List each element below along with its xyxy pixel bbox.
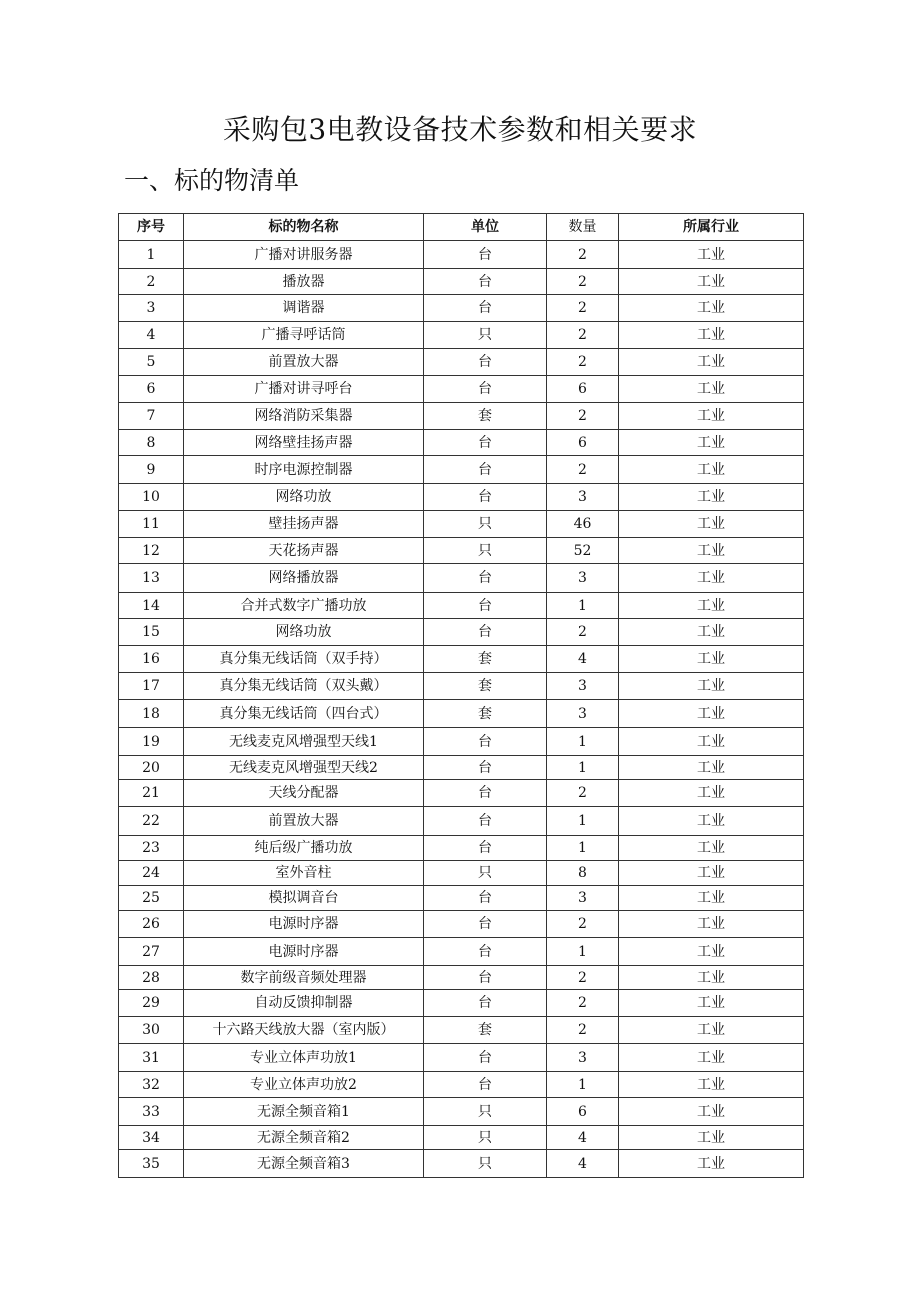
cell-index: 1 [119,241,184,269]
cell-unit: 台 [424,376,547,403]
cell-index: 34 [119,1126,184,1150]
cell-index: 6 [119,376,184,403]
cell-name: 壁挂扬声器 [184,511,424,538]
cell-unit: 只 [424,511,547,538]
cell-unit: 套 [424,1017,547,1044]
table-row [119,780,804,807]
cell-quantity: 2 [547,269,619,295]
cell-name: 前置放大器 [184,807,424,836]
table-row [119,295,804,322]
cell-unit: 套 [424,646,547,673]
cell-unit: 套 [424,403,547,430]
cell-index: 11 [119,511,184,538]
cell-index: 10 [119,484,184,511]
cell-unit: 只 [424,322,547,349]
cell-index: 20 [119,756,184,780]
cell-quantity: 4 [547,1126,619,1150]
cell-name: 无源全频音箱2 [184,1126,424,1150]
cell-unit: 台 [424,241,547,269]
cell-unit: 台 [424,295,547,322]
cell-industry: 工业 [619,646,804,673]
table-row [119,886,804,911]
cell-name: 广播寻呼话筒 [184,322,424,349]
cell-quantity: 3 [547,1044,619,1072]
table-row [119,700,804,728]
cell-quantity: 3 [547,673,619,700]
cell-industry: 工业 [619,756,804,780]
cell-name: 合并式数字广播功放 [184,593,424,619]
page-title: 采购包3电教设备技术参数和相关要求 [222,113,698,146]
cell-name: 电源时序器 [184,938,424,966]
cell-index: 32 [119,1072,184,1098]
table-header-row [119,214,804,241]
cell-index: 27 [119,938,184,966]
cell-industry: 工业 [619,456,804,484]
cell-unit: 只 [424,1150,547,1178]
cell-industry: 工业 [619,593,804,619]
cell-index: 21 [119,780,184,807]
cell-industry: 工业 [619,511,804,538]
cell-quantity: 2 [547,911,619,938]
cell-name: 网络功放 [184,484,424,511]
cell-unit: 台 [424,456,547,484]
cell-quantity: 46 [547,511,619,538]
header-industry: 所属行业 [619,214,804,241]
table-row [119,966,804,990]
cell-name: 网络功放 [184,619,424,646]
table-row [119,322,804,349]
cell-industry: 工业 [619,1044,804,1072]
table-row [119,403,804,430]
cell-industry: 工业 [619,1098,804,1126]
cell-name: 网络壁挂扬声器 [184,430,424,456]
cell-industry: 工业 [619,728,804,756]
cell-name: 模拟调音台 [184,886,424,911]
cell-industry: 工业 [619,1072,804,1098]
cell-quantity: 4 [547,1150,619,1178]
table-row [119,990,804,1017]
cell-name: 无源全频音箱1 [184,1098,424,1126]
cell-name: 广播对讲服务器 [184,241,424,269]
cell-name: 网络消防采集器 [184,403,424,430]
cell-quantity: 1 [547,1072,619,1098]
cell-quantity: 2 [547,456,619,484]
header-unit: 单位 [424,214,547,241]
table-row [119,538,804,564]
cell-index: 23 [119,836,184,861]
cell-industry: 工业 [619,807,804,836]
table-row [119,646,804,673]
cell-name: 专业立体声功放2 [184,1072,424,1098]
table-row [119,484,804,511]
table-row [119,564,804,593]
cell-unit: 台 [424,911,547,938]
cell-unit: 台 [424,938,547,966]
cell-industry: 工业 [619,241,804,269]
cell-unit: 台 [424,564,547,593]
cell-industry: 工业 [619,619,804,646]
cell-index: 2 [119,269,184,295]
cell-index: 24 [119,861,184,886]
cell-index: 9 [119,456,184,484]
cell-industry: 工业 [619,430,804,456]
cell-name: 真分集无线话筒（四台式） [184,700,424,728]
cell-name: 调谐器 [184,295,424,322]
cell-industry: 工业 [619,886,804,911]
table-row [119,1017,804,1044]
cell-index: 13 [119,564,184,593]
cell-quantity: 3 [547,886,619,911]
items-table [118,213,804,1178]
cell-unit: 套 [424,700,547,728]
cell-name: 天花扬声器 [184,538,424,564]
cell-unit: 台 [424,780,547,807]
cell-industry: 工业 [619,538,804,564]
table-row [119,430,804,456]
cell-quantity: 6 [547,1098,619,1126]
cell-quantity: 1 [547,938,619,966]
header-index: 序号 [119,214,184,241]
cell-quantity: 1 [547,756,619,780]
cell-industry: 工业 [619,295,804,322]
table-row [119,619,804,646]
cell-industry: 工业 [619,1126,804,1150]
cell-name: 室外音柱 [184,861,424,886]
section-heading: 一、标的物清单 [124,166,300,195]
table-row [119,269,804,295]
cell-quantity: 1 [547,836,619,861]
cell-unit: 台 [424,966,547,990]
table-row [119,728,804,756]
cell-index: 5 [119,349,184,376]
cell-unit: 只 [424,538,547,564]
cell-quantity: 2 [547,241,619,269]
cell-unit: 只 [424,861,547,886]
cell-index: 15 [119,619,184,646]
cell-name: 数字前级音频处理器 [184,966,424,990]
table-row [119,349,804,376]
cell-industry: 工业 [619,836,804,861]
table-row [119,861,804,886]
cell-name: 真分集无线话筒（双头戴） [184,673,424,700]
cell-name: 电源时序器 [184,911,424,938]
cell-industry: 工业 [619,1150,804,1178]
cell-industry: 工业 [619,564,804,593]
cell-unit: 台 [424,886,547,911]
cell-industry: 工业 [619,700,804,728]
header-quantity: 数量 [547,214,619,241]
cell-unit: 台 [424,1044,547,1072]
cell-name: 时序电源控制器 [184,456,424,484]
cell-index: 8 [119,430,184,456]
cell-unit: 台 [424,836,547,861]
cell-quantity: 6 [547,430,619,456]
cell-index: 30 [119,1017,184,1044]
cell-quantity: 1 [547,807,619,836]
cell-index: 14 [119,593,184,619]
cell-quantity: 1 [547,728,619,756]
cell-industry: 工业 [619,349,804,376]
header-name: 标的物名称 [184,214,424,241]
cell-unit: 台 [424,1072,547,1098]
cell-industry: 工业 [619,861,804,886]
cell-index: 19 [119,728,184,756]
table-row [119,1126,804,1150]
cell-quantity: 2 [547,966,619,990]
cell-unit: 台 [424,990,547,1017]
cell-unit: 台 [424,269,547,295]
cell-index: 4 [119,322,184,349]
cell-unit: 台 [424,619,547,646]
cell-index: 3 [119,295,184,322]
cell-quantity: 52 [547,538,619,564]
cell-quantity: 3 [547,564,619,593]
cell-unit: 只 [424,1126,547,1150]
table-row [119,1098,804,1126]
table-row [119,241,804,269]
cell-quantity: 1 [547,593,619,619]
cell-quantity: 3 [547,700,619,728]
cell-quantity: 2 [547,1017,619,1044]
cell-industry: 工业 [619,780,804,807]
cell-unit: 台 [424,484,547,511]
cell-industry: 工业 [619,269,804,295]
cell-unit: 只 [424,1098,547,1126]
table-row [119,1044,804,1072]
cell-name: 十六路天线放大器（室内版） [184,1017,424,1044]
cell-index: 33 [119,1098,184,1126]
table-row [119,456,804,484]
cell-quantity: 2 [547,619,619,646]
table-row [119,938,804,966]
table-row [119,376,804,403]
table-row [119,593,804,619]
table-row [119,511,804,538]
cell-industry: 工业 [619,322,804,349]
cell-index: 29 [119,990,184,1017]
cell-industry: 工业 [619,1017,804,1044]
table-row [119,807,804,836]
cell-quantity: 2 [547,322,619,349]
cell-index: 12 [119,538,184,564]
cell-index: 25 [119,886,184,911]
cell-unit: 台 [424,728,547,756]
cell-name: 播放器 [184,269,424,295]
table-row [119,911,804,938]
cell-index: 22 [119,807,184,836]
cell-industry: 工业 [619,966,804,990]
table-row [119,1150,804,1178]
cell-industry: 工业 [619,990,804,1017]
cell-quantity: 2 [547,403,619,430]
cell-index: 17 [119,673,184,700]
cell-name: 专业立体声功放1 [184,1044,424,1072]
cell-unit: 台 [424,349,547,376]
cell-industry: 工业 [619,673,804,700]
cell-quantity: 2 [547,780,619,807]
cell-name: 无线麦克风增强型天线1 [184,728,424,756]
cell-name: 纯后级广播功放 [184,836,424,861]
cell-index: 26 [119,911,184,938]
table-row [119,673,804,700]
cell-industry: 工业 [619,376,804,403]
cell-unit: 套 [424,673,547,700]
cell-name: 无源全频音箱3 [184,1150,424,1178]
cell-index: 16 [119,646,184,673]
cell-name: 网络播放器 [184,564,424,593]
cell-quantity: 8 [547,861,619,886]
table-row [119,1072,804,1098]
cell-index: 31 [119,1044,184,1072]
cell-quantity: 2 [547,990,619,1017]
cell-industry: 工业 [619,911,804,938]
cell-name: 前置放大器 [184,349,424,376]
cell-unit: 台 [424,430,547,456]
cell-index: 35 [119,1150,184,1178]
cell-name: 无线麦克风增强型天线2 [184,756,424,780]
cell-quantity: 3 [547,484,619,511]
cell-unit: 台 [424,593,547,619]
cell-unit: 台 [424,807,547,836]
cell-industry: 工业 [619,938,804,966]
cell-name: 自动反馈抑制器 [184,990,424,1017]
cell-quantity: 2 [547,349,619,376]
cell-name: 天线分配器 [184,780,424,807]
cell-industry: 工业 [619,403,804,430]
cell-name: 广播对讲寻呼台 [184,376,424,403]
cell-quantity: 4 [547,646,619,673]
cell-industry: 工业 [619,484,804,511]
cell-index: 7 [119,403,184,430]
cell-unit: 台 [424,756,547,780]
table-row [119,836,804,861]
table-row [119,756,804,780]
cell-quantity: 2 [547,295,619,322]
cell-index: 28 [119,966,184,990]
cell-index: 18 [119,700,184,728]
cell-name: 真分集无线话筒（双手持） [184,646,424,673]
cell-quantity: 6 [547,376,619,403]
